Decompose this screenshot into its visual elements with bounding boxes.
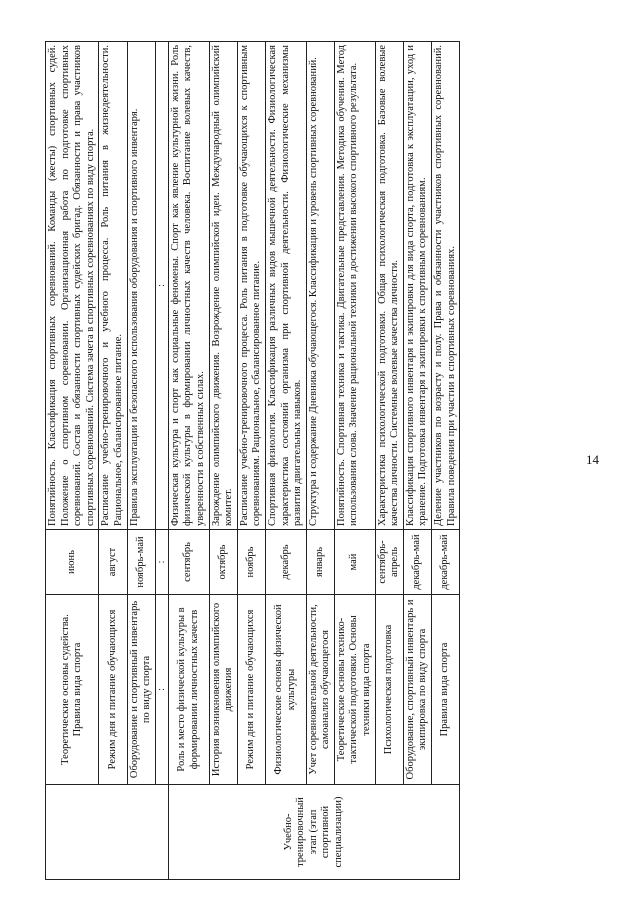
empty-stage-cell	[46, 785, 169, 880]
period-cell: ноябрь-май	[127, 530, 155, 595]
topic-cell: Теоретические основы судейства. Правила вида спорта	[46, 595, 99, 785]
table-row	[168, 42, 209, 880]
topic-cell: Режим дня и питание обучающихся	[99, 595, 127, 785]
content-cell: Классификация спортивного инвентаря и экипировки для вида спорта, подготовка к эксплуатации, уход и хранение. Подготовка инвентаря и экипировки к спортивным соревнованиям.	[403, 42, 431, 530]
content-cell: Расписание учебно-тренировочного и учебного процесса. Роль питания в жизнедеятельности. Рациональное, сбалансированное питание.	[99, 42, 127, 530]
table-row	[99, 42, 127, 880]
period-cell: сентябрь	[168, 530, 209, 595]
period-cell: май	[334, 530, 375, 595]
stage-cell: Учебно-тренировочный этап (этап спортивной специализации)	[168, 785, 459, 880]
ellipsis-cell: :	[155, 595, 168, 785]
topic-cell: Теоретические основы технико-тактической подготовки. Основы техники вида спорта	[334, 595, 375, 785]
period-cell: декабрь-май	[403, 530, 431, 595]
topic-cell: Правила вида спорта	[432, 595, 460, 785]
period-cell: октябрь	[209, 530, 237, 595]
table-row	[265, 42, 306, 880]
period-cell: август	[99, 530, 127, 595]
topic-cell: Оборудование и спортивный инвентарь по виду спорта	[127, 595, 155, 785]
topic-cell: Оборудование, спортивный инвентарь и экипировка по виду спорта	[403, 595, 431, 785]
topic-cell: Психологическая подготовка	[375, 595, 403, 785]
content-cell: Правила эксплуатации и безопасного использования оборудования и спортивного инвентаря.	[127, 42, 155, 530]
period-cell: декабрь	[265, 530, 306, 595]
table-row	[403, 42, 431, 880]
content-cell: Структура и содержание Дневника обучающегося. Классификация и уровень спортивных соревнований.	[306, 42, 334, 530]
table-row	[237, 42, 265, 880]
content-cell: Характеристика психологической подготовки. Общая психологическая подготовка. Базовые волевые качества личности. Системные волевые качества личности.	[375, 42, 403, 530]
period-cell: сентябрь-апрель	[375, 530, 403, 595]
table-row	[46, 42, 99, 880]
topic-cell: Роль и место физической культуры в формировании личностных качеств	[168, 595, 209, 785]
ellipsis-row	[155, 42, 168, 880]
content-cell: Понятийность. Классификация спортивных соревнований. Команды (жесты) спортивных судей. Положение о спортивном соревновании. Организационная работа по подготовке спортивных соревнований. Состав и обязанности спортивных судейских бригад. Обязанности и права участников спортивных соревнований. Система зачета в спортивных соревнованиях по виду спорта.	[46, 42, 99, 530]
ellipsis-cell: :	[155, 42, 168, 530]
table-row	[432, 42, 460, 880]
period-cell: июнь	[46, 530, 99, 595]
topic-cell: История возникновения олимпийского движения	[209, 595, 237, 785]
period-cell: январь	[306, 530, 334, 595]
content-cell: Зарождение олимпийского движения. Возрождение олимпийской идеи. Международный олимпийский комитет.	[209, 42, 237, 530]
theory-plan-table	[45, 41, 460, 880]
topic-cell: Режим дня и питание обучающихся	[237, 595, 265, 785]
table-row	[334, 42, 375, 880]
table-row	[375, 42, 403, 880]
topic-cell: Учет соревновательной деятельности, самоанализ обучающегося	[306, 595, 334, 785]
content-cell: Понятийность. Спортивная техника и тактика. Двигательные представления. Методика обучения. Метод использования слова. Значение рациональной техники в достижении высокого спортивного результата.	[334, 42, 375, 530]
content-cell: Спортивная физиология. Классификация различных видов мышечной деятельности. Физиологическая характеристика состояний организма при спортивной деятельности. Физиологические механизмы развития двигательных навыков.	[265, 42, 306, 530]
content-cell: Расписание учебно-тренировочного процесса. Роль питания в подготовке обучающихся к спортивным соревнованиям. Рациональное, сбалансированное питание.	[237, 42, 265, 530]
page-number: 14	[586, 452, 599, 467]
period-cell: ноябрь	[237, 530, 265, 595]
content-cell: Физическая культура и спорт как социальные феномены. Спорт как явление культурной жизни. Роль физической культуры в формировании личностных качеств человека. Воспитание волевых качеств, уверенности в собственных силах.	[168, 42, 209, 530]
ellipsis-cell: :	[155, 530, 168, 595]
table-row	[127, 42, 155, 880]
topic-cell: Физиологические основы физической культуры	[265, 595, 306, 785]
content-cell: Деление участников по возрасту и полу. Права и обязанности участников спортивных соревнований. Правила поведения при участии в спортивных соревнованиях.	[432, 42, 460, 530]
rotated-table-container	[45, 42, 611, 880]
table-row	[306, 42, 334, 880]
table-row	[209, 42, 237, 880]
period-cell: декабрь-май	[432, 530, 460, 595]
